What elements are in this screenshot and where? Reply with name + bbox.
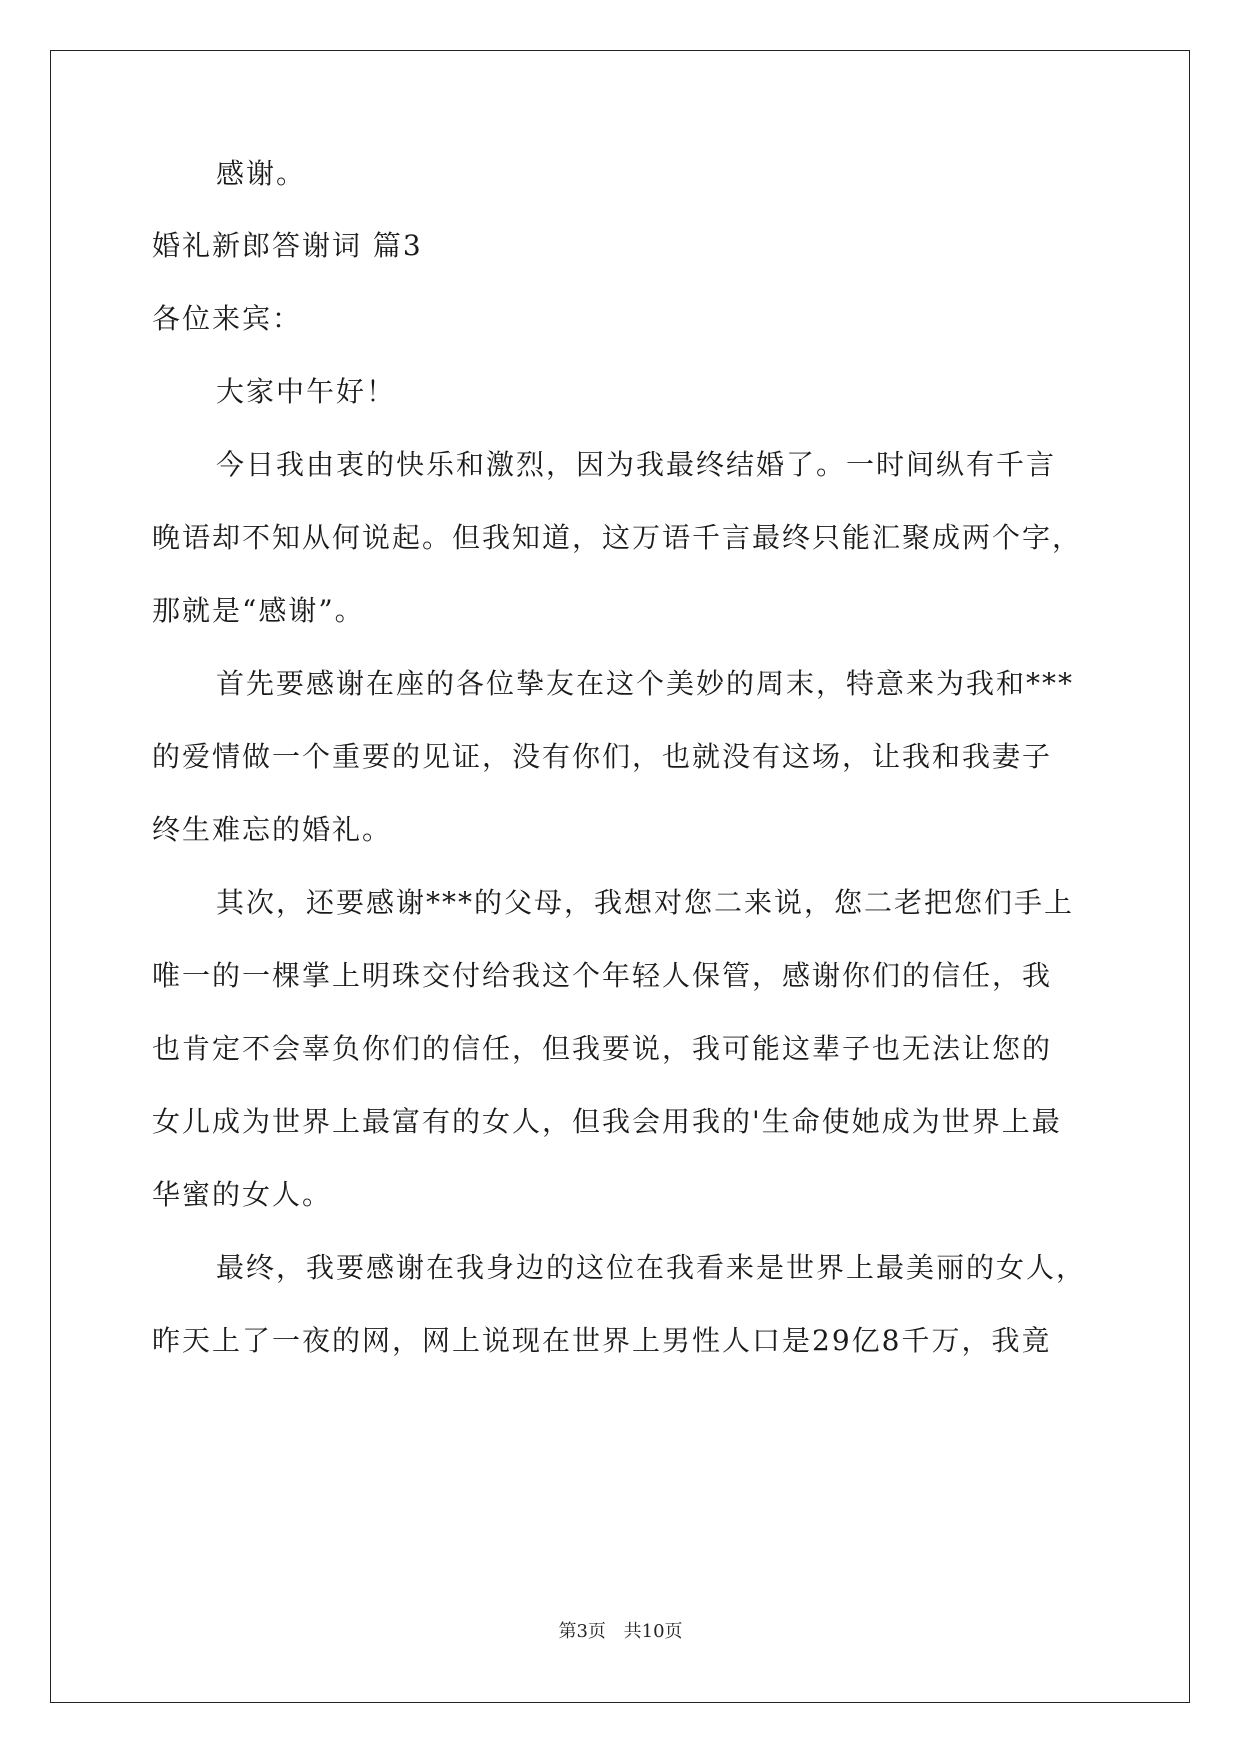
salutation: 各位来宾：	[152, 302, 303, 335]
paragraph-line: 也肯定不会辜负你们的信任，但我要说，我可能这辈子也无法让您的	[152, 1032, 1053, 1065]
page-footer	[0, 1617, 1241, 1643]
paragraph-line: 最终，我要感谢在我身边的这位在我看来是世界上最美丽的女人，	[216, 1251, 1087, 1284]
greeting: 大家中午好！	[216, 375, 397, 408]
paragraph-line: 女儿成为世界上最富有的女人，但我会用我的'生命使她成为世界上最	[152, 1105, 1062, 1138]
paragraph-line: 其次，还要感谢***的父母，我想对您二来说，您二老把您们手上	[216, 886, 1075, 919]
paragraph-line: 今日我由衷的快乐和激烈，因为我最终结婚了。一时间纵有千言	[216, 448, 1057, 481]
page-border	[50, 50, 1190, 1703]
page-number: 第3页	[558, 1621, 606, 1642]
paragraph-line: 晚语却不知从何说起。但我知道，这万语千言最终只能汇聚成两个字，	[152, 521, 1083, 554]
page-total: 共10页	[623, 1621, 683, 1642]
paragraph-line: 感谢。	[216, 157, 307, 190]
paragraph-line: 华蜜的女人。	[152, 1178, 333, 1211]
paragraph-line: 首先要感谢在座的各位挚友在这个美妙的周末，特意来为我和***	[216, 667, 1075, 700]
section-heading: 婚礼新郎答谢词 篇3	[152, 229, 423, 262]
paragraph-line: 的爱情做一个重要的见证，没有你们，也就没有这场，让我和我妻子	[152, 740, 1053, 773]
paragraph-line: 那就是“感谢”。	[152, 594, 365, 627]
paragraph-line: 唯一的一棵掌上明珠交付给我这个年轻人保管，感谢你们的信任，我	[152, 959, 1053, 992]
paragraph-line: 终生难忘的婚礼。	[152, 813, 393, 846]
paragraph-line: 昨天上了一夜的网，网上说现在世界上男性人口是29亿8千万，我竟	[152, 1324, 1052, 1357]
